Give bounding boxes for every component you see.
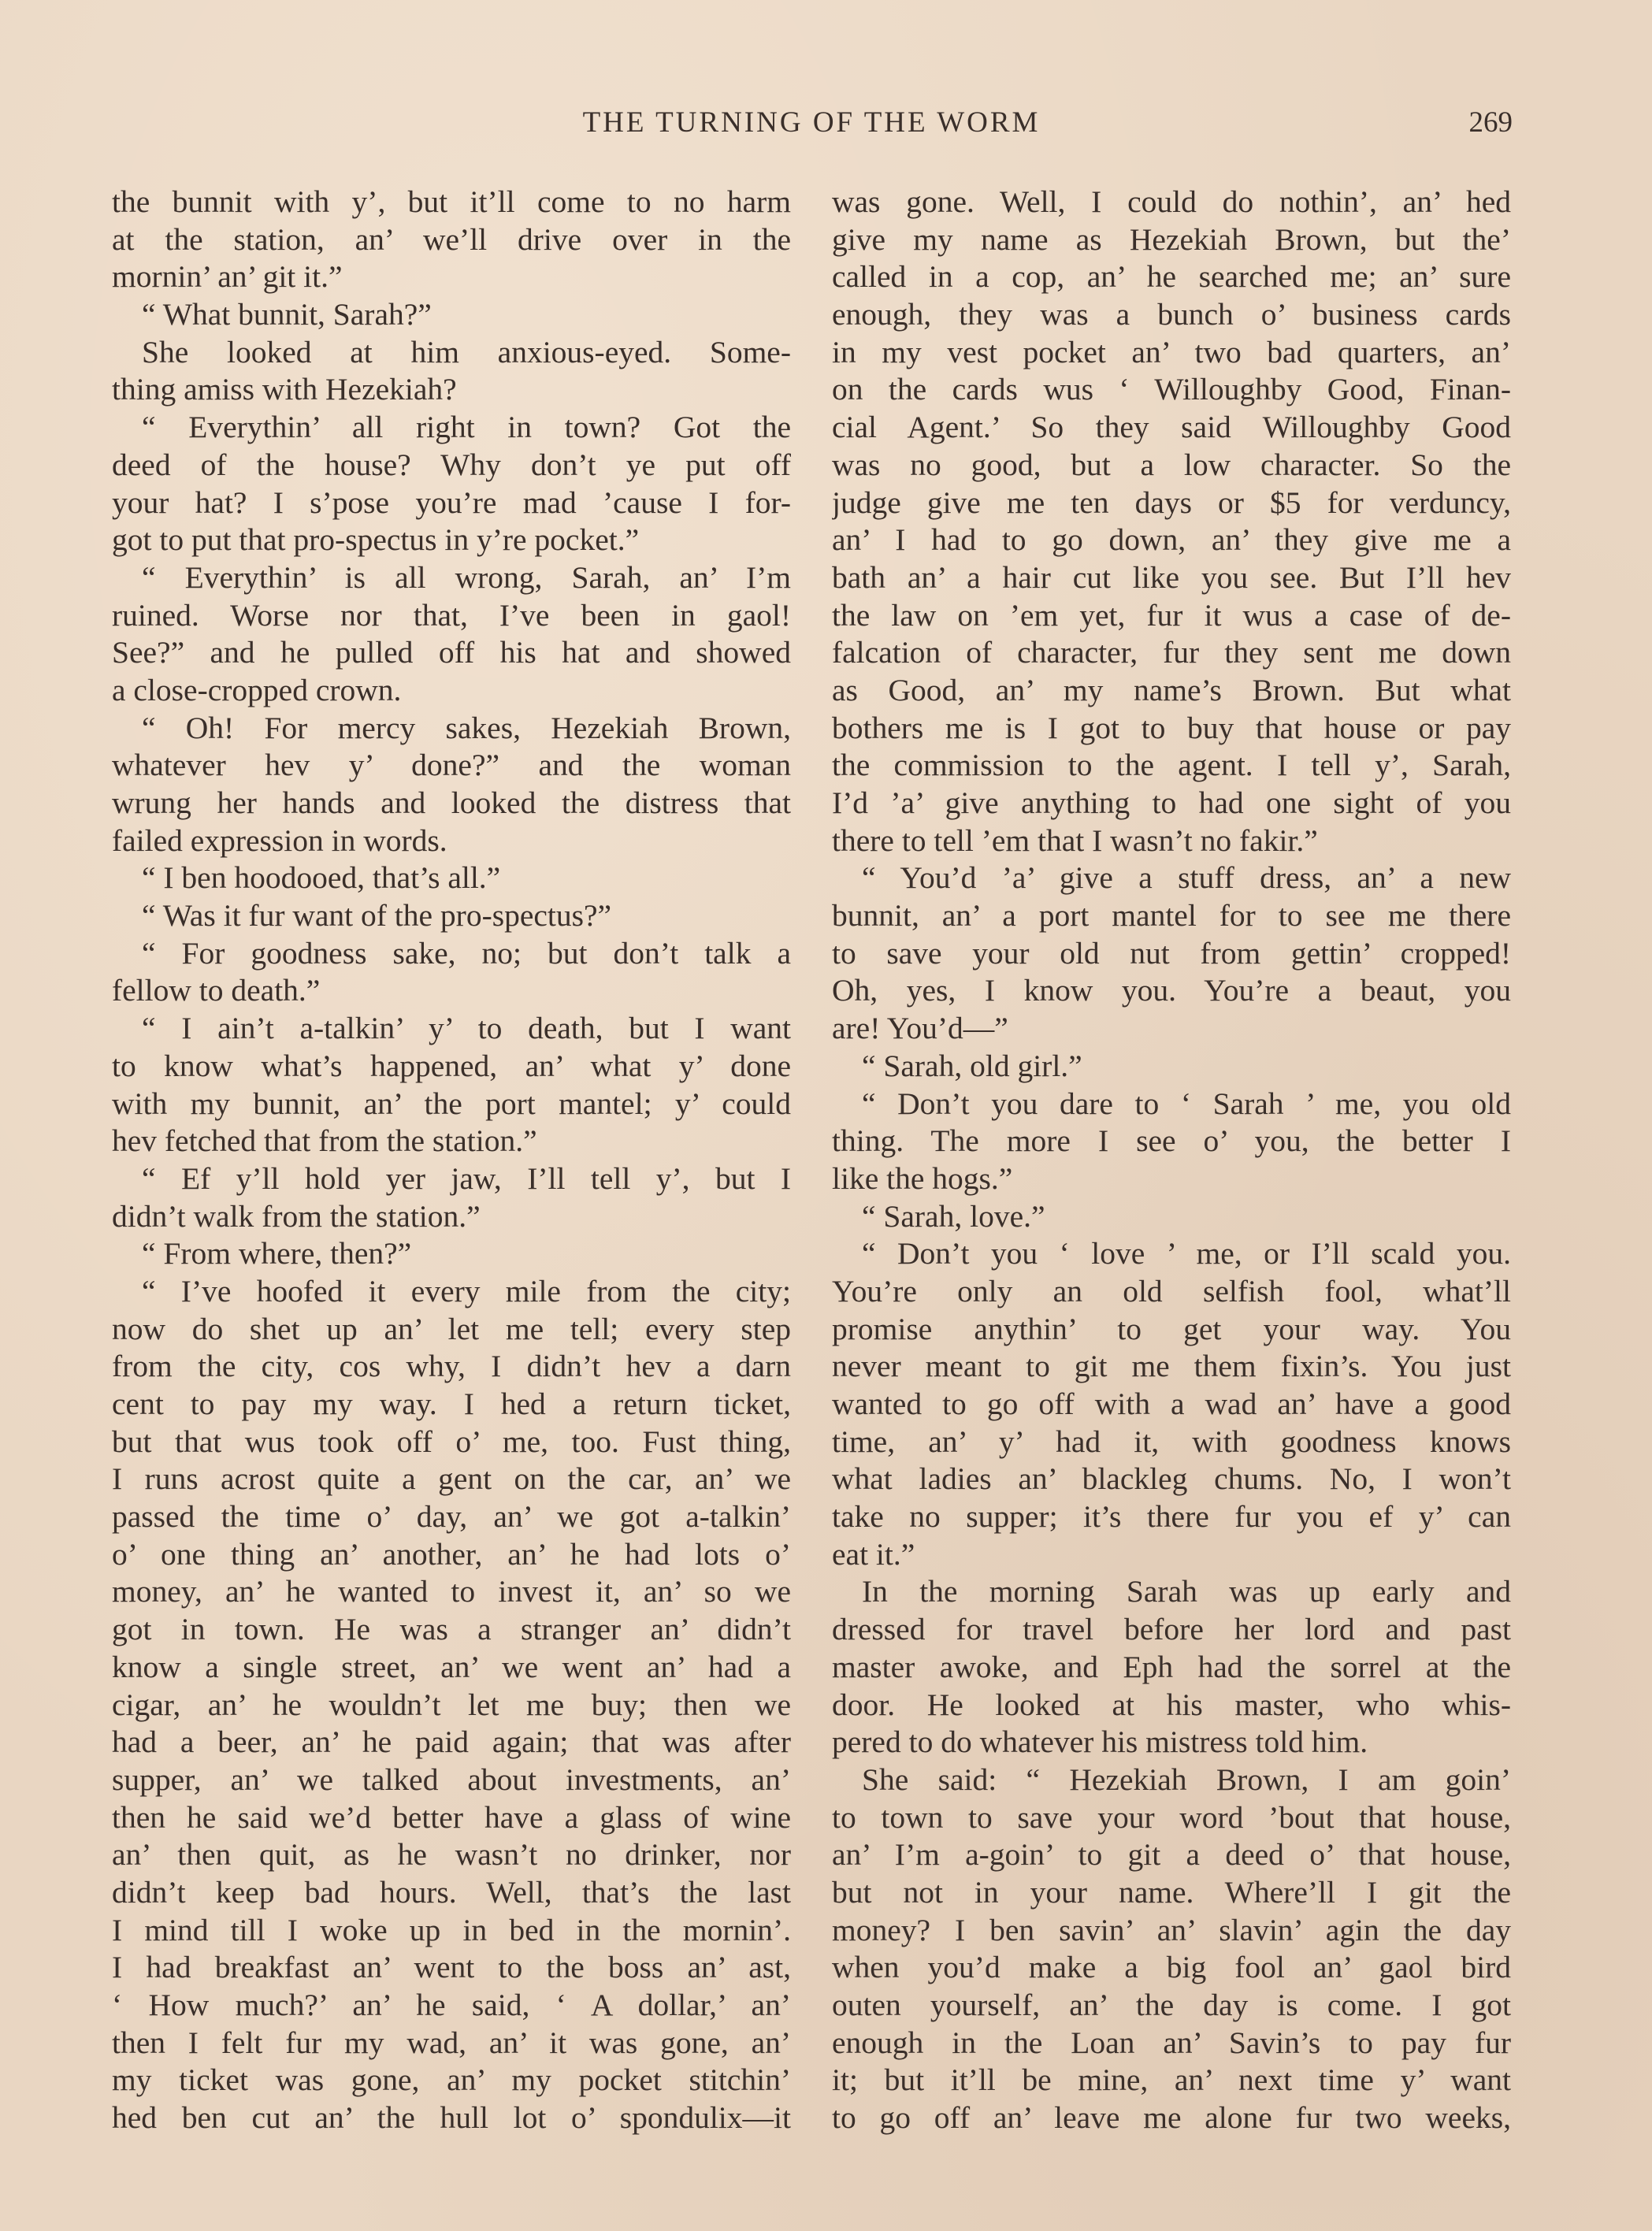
text-line: my ticket was gone, an’ my pocket stitchin’ xyxy=(112,2062,791,2098)
text-line: ‘ How much?’ an’ he said, ‘ A dollar,’ an’ xyxy=(112,1988,791,2022)
text-line: didn’t keep bad hours. Well, that’s the last xyxy=(112,1874,791,1910)
text-line: wanted to go off with a wad an’ have a good xyxy=(832,1386,1511,1421)
text-line: an’ I had to go down, an’ they give me a xyxy=(832,522,1511,558)
text-line: then he said we’d better have a glass of wine xyxy=(112,1799,791,1835)
text-line: You’re only an old selfish fool, what’ll xyxy=(832,1273,1511,1309)
text-line: “ What bunnit, Sarah?” xyxy=(142,297,432,332)
text-line: I runs acrost quite a gent on the car, an’ we xyxy=(112,1461,791,1497)
text-line: master awoke, and Eph had the sorrel at the xyxy=(832,1649,1511,1684)
text-line: a close-cropped crown. xyxy=(112,672,402,707)
text-line: “ Was it fur want of the pro-spectus?” xyxy=(142,898,612,934)
text-line: judge give me ten days or $5 for verduncy, xyxy=(832,484,1511,520)
left-text-column xyxy=(112,184,791,2137)
page-number: 269 xyxy=(1468,106,1513,139)
text-line: on the cards wus ‘ Willoughby Good, Finan- xyxy=(832,372,1511,407)
text-line: but not in your name. Where’ll I git the xyxy=(832,1874,1511,1910)
text-line: hed ben cut an’ the hull lot o’ spondulix—it xyxy=(112,2100,791,2136)
text-line: was no good, but a low character. So the xyxy=(832,447,1511,482)
text-line: See?” and he pulled off his hat and showed xyxy=(112,635,791,670)
text-line: it; but it’ll be mine, an’ next time y’ want xyxy=(832,2062,1511,2098)
text-line: deed of the house? Why don’t ye put off xyxy=(112,447,791,482)
text-line: had a beer, an’ he paid again; that was after xyxy=(112,1724,791,1760)
text-line: then I felt fur my wad, an’ it was gone, an’ xyxy=(112,2025,791,2060)
text-line: was gone. Well, I could do nothin’, an’ hed xyxy=(832,184,1511,219)
text-line: failed expression in words. xyxy=(112,822,447,858)
text-line: didn’t walk from the station.” xyxy=(112,1198,481,1234)
text-line: thing amiss with Hezekiah? xyxy=(112,372,457,407)
text-line: mornin’ an’ git it.” xyxy=(112,259,343,295)
text-line: “ Sarah, love.” xyxy=(862,1198,1045,1234)
text-line: “ Don’t you dare to ‘ Sarah ’ me, you old xyxy=(862,1086,1511,1121)
text-line: I mind till I woke up in bed in the mornin’. xyxy=(112,1912,791,1947)
text-line: got to put that pro-spectus in y’re pocket.” xyxy=(112,522,640,558)
text-line: “ Sarah, old girl.” xyxy=(862,1048,1082,1083)
text-line: promise anythin’ to get your way. You xyxy=(832,1311,1511,1346)
text-line: ruined. Worse nor that, I’ve been in gaol! xyxy=(112,597,791,633)
text-line: never meant to git me them fixin’s. You just xyxy=(832,1349,1511,1384)
text-line: “ I’ve hoofed it every mile from the city; xyxy=(142,1273,791,1309)
text-line: are! You’d—” xyxy=(832,1011,1008,1046)
text-line: “ Ef y’ll hold yer jaw, I’ll tell y’, but I xyxy=(142,1160,791,1196)
text-line: fellow to death.” xyxy=(112,973,321,1008)
text-line: like the hogs.” xyxy=(832,1160,1013,1196)
text-line: there to tell ’em that I wasn’t no fakir.” xyxy=(832,822,1318,858)
text-line: enough in the Loan an’ Savin’s to pay fur xyxy=(832,2025,1511,2060)
text-line: to town to save your word ’bout that house, xyxy=(832,1799,1511,1835)
text-line: “ Everythin’ all right in town? Got the xyxy=(142,410,791,445)
text-line: “ I ben hoodooed, that’s all.” xyxy=(142,860,501,896)
text-line: o’ one thing an’ another, an’ he had lots o’ xyxy=(112,1536,791,1572)
text-line: pered to do whatever his mistress told him. xyxy=(832,1724,1368,1760)
text-line: money, an’ he wanted to invest it, an’ so we xyxy=(112,1574,791,1609)
text-line: in my vest pocket an’ two bad quarters, an’ xyxy=(832,334,1511,369)
text-line: “ From where, then?” xyxy=(142,1236,412,1271)
text-line: got in town. He was a stranger an’ didn’t xyxy=(112,1612,791,1647)
text-line: your hat? I s’pose you’re mad ’cause I for- xyxy=(112,484,791,520)
text-line: falcation of character, fur they sent me down xyxy=(832,635,1511,670)
text-line: as Good, an’ my name’s Brown. But what xyxy=(832,672,1511,707)
text-line: In the morning Sarah was up early and xyxy=(862,1574,1511,1609)
text-line: passed the time o’ day, an’ we got a-talkin’ xyxy=(112,1499,791,1535)
text-line: thing. The more I see o’ you, the better I xyxy=(832,1123,1511,1159)
text-line: “ For goodness sake, no; but don’t talk a xyxy=(142,935,791,971)
text-line: to know what’s happened, an’ what y’ done xyxy=(112,1048,791,1083)
text-line: now do shet up an’ let me tell; every step xyxy=(112,1311,791,1346)
text-line: She looked at him anxious-eyed. Some- xyxy=(142,334,791,369)
text-line: take no supper; it’s there fur you ef y’ can xyxy=(832,1499,1511,1535)
text-line: hev fetched that from the station.” xyxy=(112,1123,537,1159)
text-line: what ladies an’ blackleg chums. No, I won’t xyxy=(832,1461,1511,1497)
text-line: “ Everythin’ is all wrong, Sarah, an’ I’m xyxy=(142,559,791,595)
text-line: with my bunnit, an’ the port mantel; y’ could xyxy=(112,1086,791,1121)
text-line: bath an’ a hair cut like you see. But I’ll hev xyxy=(832,559,1511,595)
text-line: wrung her hands and looked the distress that xyxy=(112,785,791,820)
text-line: “ Oh! For mercy sakes, Hezekiah Brown, xyxy=(142,710,791,745)
text-line: give my name as Hezekiah Brown, but the’ xyxy=(832,221,1511,257)
running-head xyxy=(110,106,1513,145)
text-line: “ You’d ’a’ give a stuff dress, an’ a new xyxy=(862,860,1511,896)
text-line: to save your old nut from gettin’ cropped! xyxy=(832,935,1511,971)
text-line: but that wus took off o’ me, too. Fust thing, xyxy=(112,1424,791,1459)
text-line: when you’d make a big fool an’ gaol bird xyxy=(832,1950,1511,1985)
text-line: supper, an’ we talked about investments, an’ xyxy=(112,1761,791,1797)
text-line: the law on ’em yet, fur it wus a case of de- xyxy=(832,597,1511,633)
text-line: called in a cop, an’ he searched me; an’ sure xyxy=(832,259,1511,295)
text-line: eat it.” xyxy=(832,1536,915,1572)
text-line: bunnit, an’ a port mantel for to see me there xyxy=(832,898,1511,934)
text-line: an’ then quit, as he wasn’t no drinker, nor xyxy=(112,1837,791,1873)
text-line: at the station, an’ we’ll drive over in the xyxy=(112,221,791,257)
text-line: cigar, an’ he wouldn’t let me buy; then we xyxy=(112,1687,791,1722)
text-line: money? I ben savin’ an’ slavin’ agin the day xyxy=(832,1912,1511,1947)
text-line: time, an’ y’ had it, with goodness knows xyxy=(832,1424,1511,1459)
text-line: bothers me is I got to buy that house or pay xyxy=(832,710,1511,745)
text-line: to go off an’ leave me alone fur two weeks, xyxy=(832,2100,1511,2136)
text-line: door. He looked at his master, who whis- xyxy=(832,1687,1511,1722)
text-line: cial Agent.’ So they said Willoughby Good xyxy=(832,410,1511,445)
text-line: “ Don’t you ‘ love ’ me, or I’ll scald you. xyxy=(862,1236,1511,1271)
text-line: the commission to the agent. I tell y’, Sarah, xyxy=(832,748,1511,783)
text-line: outen yourself, an’ the day is come. I got xyxy=(832,1988,1511,2022)
text-line: “ I ain’t a-talkin’ y’ to death, but I want xyxy=(142,1011,791,1046)
text-line: I’d ’a’ give anything to had one sight of you xyxy=(832,785,1511,820)
text-line: dressed for travel before her lord and past xyxy=(832,1612,1511,1647)
text-line: whatever hev y’ done?” and the woman xyxy=(112,748,791,783)
text-line: from the city, cos why, I didn’t hev a darn xyxy=(112,1349,791,1384)
text-line: Oh, yes, I know you. You’re a beaut, you xyxy=(832,973,1511,1008)
running-title: THE TURNING OF THE WORM xyxy=(582,106,1041,139)
right-text-column xyxy=(832,184,1511,2137)
text-line: She said: “ Hezekiah Brown, I am goin’ xyxy=(862,1761,1511,1797)
text-line: enough, they was a bunch o’ business cards xyxy=(832,297,1511,332)
text-line: know a single street, an’ we went an’ had a xyxy=(112,1649,791,1684)
text-line: I had breakfast an’ went to the boss an’ ast, xyxy=(112,1950,791,1985)
text-line: cent to pay my way. I hed a return ticket, xyxy=(112,1386,791,1421)
text-line: the bunnit with y’, but it’ll come to no harm xyxy=(112,184,791,219)
text-line: an’ I’m a-goin’ to git a deed o’ that house, xyxy=(832,1837,1511,1873)
